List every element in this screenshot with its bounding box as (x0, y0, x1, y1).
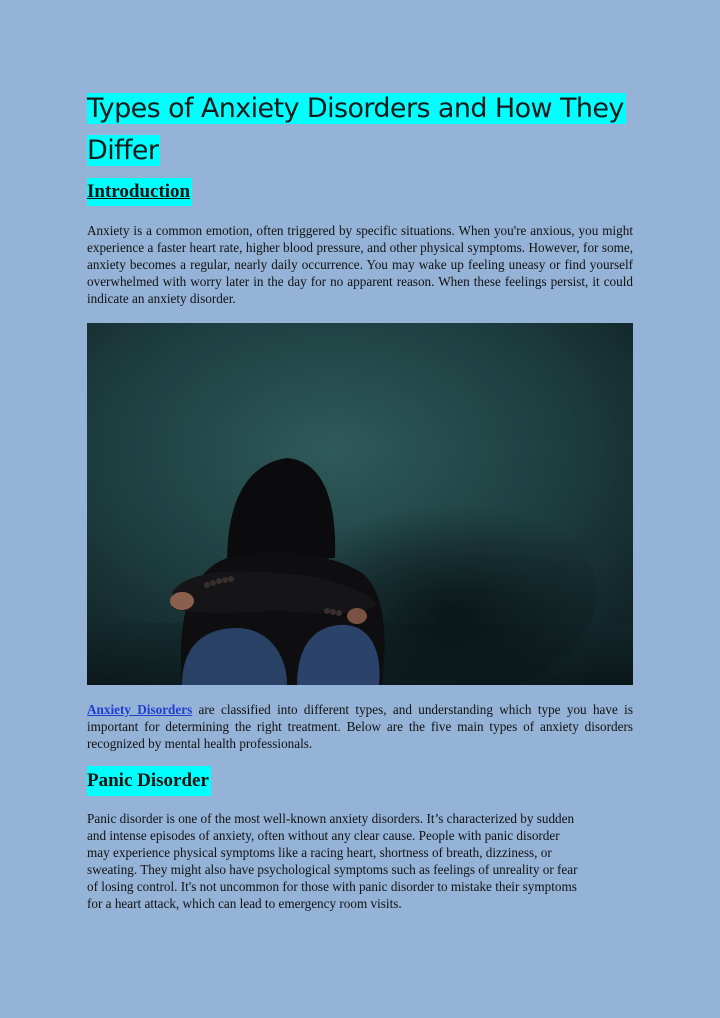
panic-disorder-paragraph (87, 810, 633, 912)
title-line-1: Types of Anxiety Disorders and How They (87, 93, 624, 124)
panic-disorder-heading: Panic Disorder (87, 766, 211, 796)
panic-line: sweating. They might also have psychological symptoms such as feelings of unreality or fear (87, 862, 578, 877)
classification-text: are classified into different types, and understanding which type you have is important for determining the right treatment. Below are the five main types of anxiety disorders recognized by mental health professionals. (87, 702, 633, 751)
anxiety-disorders-link[interactable]: Anxiety Disorders (87, 702, 193, 717)
introduction-heading: Introduction (87, 178, 192, 206)
page-title (87, 88, 633, 172)
hooded-person-photo (87, 323, 633, 685)
introduction-paragraph: Anxiety is a common emotion, often triggered by specific situations. When you're anxious, you might experience a faster heart rate, higher blood pressure, and other physical symptoms. However, for some, anxiety becomes a regular, nearly daily occurrence. You may wake up feeling uneasy or find yourself overwhelmed with worry later in the day for no apparent reason. When these feelings persist, it could indicate an anxiety disorder. (87, 223, 633, 306)
panic-line: for a heart attack, which can lead to emergency room visits. (87, 896, 402, 911)
classification-paragraph (87, 701, 633, 752)
panic-line: may experience physical symptoms like a racing heart, shortness of breath, dizziness, or (87, 845, 552, 860)
panic-line: Panic disorder is one of the most well-known anxiety disorders. It’s characterized by sudden (87, 811, 575, 826)
panic-line: of losing control. It's not uncommon for those with panic disorder to mistake their symptoms (87, 879, 577, 894)
title-line-2: Differ (87, 135, 159, 166)
panic-line: and intense episodes of anxiety, often without any clear cause. People with panic disorder (87, 828, 560, 843)
